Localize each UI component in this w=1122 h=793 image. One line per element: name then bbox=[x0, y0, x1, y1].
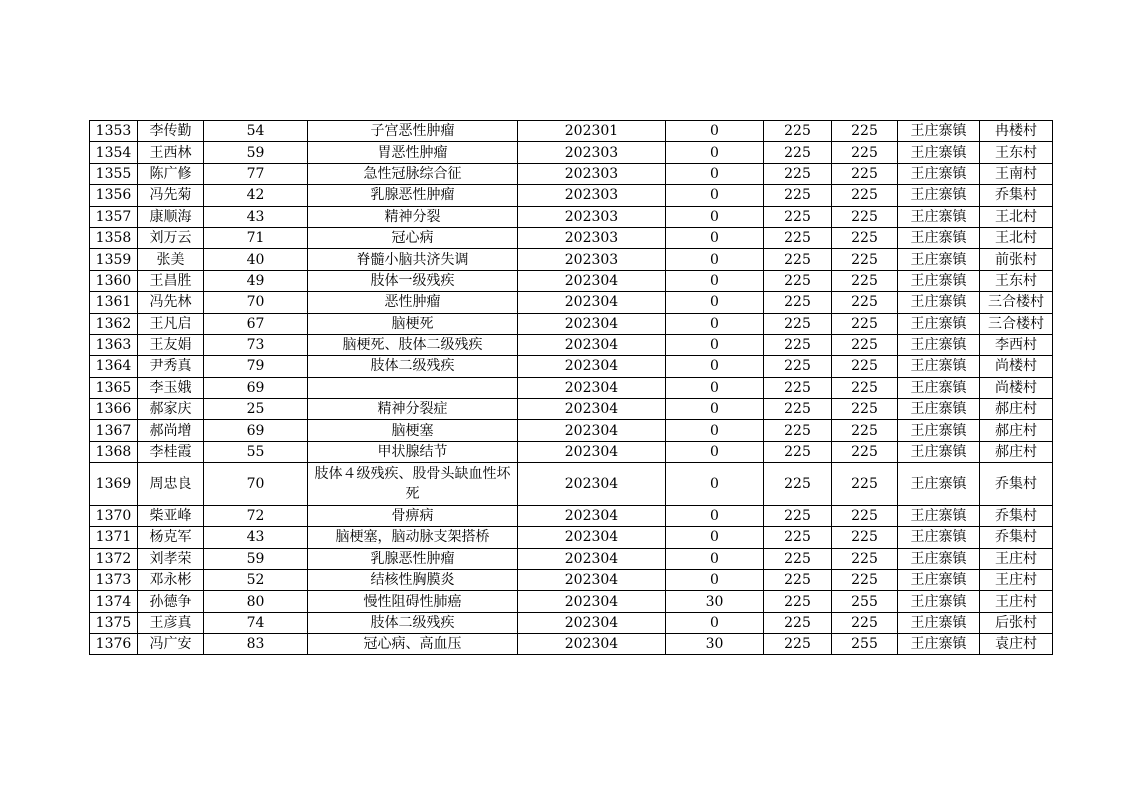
town-cell: 王庄寨镇 bbox=[898, 142, 980, 163]
town-cell: 王庄寨镇 bbox=[898, 527, 980, 548]
base-amount-cell: 225 bbox=[764, 249, 832, 270]
age-cell: 40 bbox=[204, 249, 308, 270]
row-number-cell: 1371 bbox=[90, 527, 138, 548]
name-cell: 冯广安 bbox=[138, 634, 204, 655]
diagnosis-cell: 肢体４级残疾、股骨头缺血性坏死 bbox=[308, 463, 518, 506]
town-cell: 王庄寨镇 bbox=[898, 505, 980, 526]
town-cell: 王庄寨镇 bbox=[898, 356, 980, 377]
row-number-cell: 1366 bbox=[90, 399, 138, 420]
name-cell: 孙德争 bbox=[138, 591, 204, 612]
age-cell: 80 bbox=[204, 591, 308, 612]
extra-amount-cell: 0 bbox=[666, 185, 764, 206]
table-row bbox=[90, 399, 1053, 420]
row-number-cell: 1353 bbox=[90, 121, 138, 142]
village-cell: 乔集村 bbox=[980, 527, 1053, 548]
total-amount-cell: 225 bbox=[832, 270, 898, 291]
name-cell: 李玉娥 bbox=[138, 377, 204, 398]
village-cell: 三合楼村 bbox=[980, 292, 1053, 313]
village-cell: 王东村 bbox=[980, 270, 1053, 291]
total-amount-cell: 225 bbox=[832, 356, 898, 377]
total-amount-cell: 225 bbox=[832, 334, 898, 355]
diagnosis-cell: 子宫恶性肿瘤 bbox=[308, 121, 518, 142]
table-row bbox=[90, 270, 1053, 291]
extra-amount-cell: 0 bbox=[666, 163, 764, 184]
total-amount-cell: 225 bbox=[832, 569, 898, 590]
name-cell: 李传勤 bbox=[138, 121, 204, 142]
town-cell: 王庄寨镇 bbox=[898, 270, 980, 291]
extra-amount-cell: 0 bbox=[666, 463, 764, 506]
town-cell: 王庄寨镇 bbox=[898, 591, 980, 612]
age-cell: 73 bbox=[204, 334, 308, 355]
period-cell: 202304 bbox=[518, 441, 666, 462]
town-cell: 王庄寨镇 bbox=[898, 206, 980, 227]
town-cell: 王庄寨镇 bbox=[898, 292, 980, 313]
row-number-cell: 1367 bbox=[90, 420, 138, 441]
table-row bbox=[90, 634, 1053, 655]
total-amount-cell: 225 bbox=[832, 142, 898, 163]
period-cell: 202303 bbox=[518, 185, 666, 206]
data-table bbox=[89, 120, 1053, 655]
age-cell: 69 bbox=[204, 377, 308, 398]
name-cell: 李桂霞 bbox=[138, 441, 204, 462]
town-cell: 王庄寨镇 bbox=[898, 441, 980, 462]
total-amount-cell: 225 bbox=[832, 505, 898, 526]
period-cell: 202303 bbox=[518, 206, 666, 227]
row-number-cell: 1361 bbox=[90, 292, 138, 313]
row-number-cell: 1373 bbox=[90, 569, 138, 590]
period-cell: 202304 bbox=[518, 399, 666, 420]
diagnosis-cell: 甲状腺结节 bbox=[308, 441, 518, 462]
total-amount-cell: 225 bbox=[832, 399, 898, 420]
diagnosis-cell: 慢性阻碍性肺癌 bbox=[308, 591, 518, 612]
village-cell: 冉楼村 bbox=[980, 121, 1053, 142]
total-amount-cell: 225 bbox=[832, 420, 898, 441]
town-cell: 王庄寨镇 bbox=[898, 399, 980, 420]
name-cell: 郝尚增 bbox=[138, 420, 204, 441]
row-number-cell: 1376 bbox=[90, 634, 138, 655]
period-cell: 202303 bbox=[518, 227, 666, 248]
row-number-cell: 1357 bbox=[90, 206, 138, 227]
town-cell: 王庄寨镇 bbox=[898, 185, 980, 206]
extra-amount-cell: 0 bbox=[666, 612, 764, 633]
extra-amount-cell: 0 bbox=[666, 334, 764, 355]
extra-amount-cell: 0 bbox=[666, 356, 764, 377]
total-amount-cell: 225 bbox=[832, 163, 898, 184]
name-cell: 郝家庆 bbox=[138, 399, 204, 420]
total-amount-cell: 225 bbox=[832, 206, 898, 227]
base-amount-cell: 225 bbox=[764, 121, 832, 142]
table-row bbox=[90, 292, 1053, 313]
base-amount-cell: 225 bbox=[764, 356, 832, 377]
period-cell: 202304 bbox=[518, 356, 666, 377]
total-amount-cell: 225 bbox=[832, 121, 898, 142]
period-cell: 202303 bbox=[518, 249, 666, 270]
diagnosis-cell: 结核性胸膜炎 bbox=[308, 569, 518, 590]
village-cell: 前张村 bbox=[980, 249, 1053, 270]
total-amount-cell: 225 bbox=[832, 227, 898, 248]
row-number-cell: 1365 bbox=[90, 377, 138, 398]
diagnosis-cell: 精神分裂 bbox=[308, 206, 518, 227]
name-cell: 王西林 bbox=[138, 142, 204, 163]
extra-amount-cell: 0 bbox=[666, 441, 764, 462]
age-cell: 70 bbox=[204, 463, 308, 506]
base-amount-cell: 225 bbox=[764, 634, 832, 655]
base-amount-cell: 225 bbox=[764, 612, 832, 633]
extra-amount-cell: 0 bbox=[666, 420, 764, 441]
table-row bbox=[90, 441, 1053, 462]
town-cell: 王庄寨镇 bbox=[898, 334, 980, 355]
diagnosis-cell: 脑梗死 bbox=[308, 313, 518, 334]
name-cell: 王友娟 bbox=[138, 334, 204, 355]
village-cell: 乔集村 bbox=[980, 185, 1053, 206]
extra-amount-cell: 0 bbox=[666, 292, 764, 313]
diagnosis-cell: 肢体二级残疾 bbox=[308, 356, 518, 377]
name-cell: 刘孝荣 bbox=[138, 548, 204, 569]
total-amount-cell: 225 bbox=[832, 185, 898, 206]
period-cell: 202304 bbox=[518, 313, 666, 334]
base-amount-cell: 225 bbox=[764, 313, 832, 334]
diagnosis-cell: 急性冠脉综合征 bbox=[308, 163, 518, 184]
table-row bbox=[90, 548, 1053, 569]
row-number-cell: 1370 bbox=[90, 505, 138, 526]
age-cell: 43 bbox=[204, 527, 308, 548]
period-cell: 202304 bbox=[518, 292, 666, 313]
diagnosis-cell: 胃恶性肿瘤 bbox=[308, 142, 518, 163]
period-cell: 202304 bbox=[518, 505, 666, 526]
age-cell: 83 bbox=[204, 634, 308, 655]
table-row bbox=[90, 356, 1053, 377]
age-cell: 43 bbox=[204, 206, 308, 227]
village-cell: 王东村 bbox=[980, 142, 1053, 163]
period-cell: 202304 bbox=[518, 377, 666, 398]
base-amount-cell: 225 bbox=[764, 420, 832, 441]
row-number-cell: 1360 bbox=[90, 270, 138, 291]
age-cell: 72 bbox=[204, 505, 308, 526]
town-cell: 王庄寨镇 bbox=[898, 377, 980, 398]
diagnosis-cell: 恶性肿瘤 bbox=[308, 292, 518, 313]
age-cell: 42 bbox=[204, 185, 308, 206]
table-row bbox=[90, 227, 1053, 248]
row-number-cell: 1374 bbox=[90, 591, 138, 612]
period-cell: 202304 bbox=[518, 420, 666, 441]
name-cell: 邓永彬 bbox=[138, 569, 204, 590]
row-number-cell: 1363 bbox=[90, 334, 138, 355]
table-row bbox=[90, 142, 1053, 163]
table-row bbox=[90, 121, 1053, 142]
base-amount-cell: 225 bbox=[764, 591, 832, 612]
period-cell: 202304 bbox=[518, 612, 666, 633]
village-cell: 王北村 bbox=[980, 206, 1053, 227]
diagnosis-cell: 脊髓小脑共济失调 bbox=[308, 249, 518, 270]
name-cell: 陈广修 bbox=[138, 163, 204, 184]
village-cell: 王庄村 bbox=[980, 569, 1053, 590]
table-row bbox=[90, 569, 1053, 590]
diagnosis-cell: 乳腺恶性肿瘤 bbox=[308, 185, 518, 206]
name-cell: 王凡启 bbox=[138, 313, 204, 334]
village-cell: 郝庄村 bbox=[980, 441, 1053, 462]
total-amount-cell: 225 bbox=[832, 313, 898, 334]
age-cell: 25 bbox=[204, 399, 308, 420]
age-cell: 71 bbox=[204, 227, 308, 248]
total-amount-cell: 255 bbox=[832, 634, 898, 655]
age-cell: 49 bbox=[204, 270, 308, 291]
diagnosis-cell: 脑梗塞 bbox=[308, 420, 518, 441]
table-row bbox=[90, 612, 1053, 633]
town-cell: 王庄寨镇 bbox=[898, 548, 980, 569]
row-number-cell: 1354 bbox=[90, 142, 138, 163]
age-cell: 77 bbox=[204, 163, 308, 184]
name-cell: 冯先林 bbox=[138, 292, 204, 313]
period-cell: 202304 bbox=[518, 634, 666, 655]
name-cell: 周忠良 bbox=[138, 463, 204, 506]
name-cell: 柴亚峰 bbox=[138, 505, 204, 526]
row-number-cell: 1358 bbox=[90, 227, 138, 248]
extra-amount-cell: 0 bbox=[666, 527, 764, 548]
total-amount-cell: 225 bbox=[832, 441, 898, 462]
extra-amount-cell: 0 bbox=[666, 377, 764, 398]
extra-amount-cell: 0 bbox=[666, 121, 764, 142]
base-amount-cell: 225 bbox=[764, 206, 832, 227]
village-cell: 袁庄村 bbox=[980, 634, 1053, 655]
base-amount-cell: 225 bbox=[764, 185, 832, 206]
base-amount-cell: 225 bbox=[764, 270, 832, 291]
town-cell: 王庄寨镇 bbox=[898, 463, 980, 506]
diagnosis-cell: 精神分裂症 bbox=[308, 399, 518, 420]
table-row bbox=[90, 505, 1053, 526]
base-amount-cell: 225 bbox=[764, 399, 832, 420]
total-amount-cell: 255 bbox=[832, 591, 898, 612]
row-number-cell: 1368 bbox=[90, 441, 138, 462]
period-cell: 202304 bbox=[518, 569, 666, 590]
base-amount-cell: 225 bbox=[764, 569, 832, 590]
base-amount-cell: 225 bbox=[764, 227, 832, 248]
name-cell: 张美 bbox=[138, 249, 204, 270]
total-amount-cell: 225 bbox=[832, 527, 898, 548]
base-amount-cell: 225 bbox=[764, 441, 832, 462]
period-cell: 202304 bbox=[518, 270, 666, 291]
age-cell: 59 bbox=[204, 548, 308, 569]
extra-amount-cell: 0 bbox=[666, 548, 764, 569]
diagnosis-cell: 脑梗死、肢体二级残疾 bbox=[308, 334, 518, 355]
village-cell: 王庄村 bbox=[980, 591, 1053, 612]
table-row bbox=[90, 591, 1053, 612]
extra-amount-cell: 0 bbox=[666, 399, 764, 420]
base-amount-cell: 225 bbox=[764, 142, 832, 163]
table-row bbox=[90, 163, 1053, 184]
row-number-cell: 1369 bbox=[90, 463, 138, 506]
extra-amount-cell: 0 bbox=[666, 206, 764, 227]
base-amount-cell: 225 bbox=[764, 548, 832, 569]
diagnosis-cell: 冠心病、高血压 bbox=[308, 634, 518, 655]
diagnosis-cell: 骨痹病 bbox=[308, 505, 518, 526]
name-cell: 冯先菊 bbox=[138, 185, 204, 206]
diagnosis-cell: 肢体一级残疾 bbox=[308, 270, 518, 291]
name-cell: 康顺海 bbox=[138, 206, 204, 227]
diagnosis-cell: 冠心病 bbox=[308, 227, 518, 248]
table-row bbox=[90, 206, 1053, 227]
town-cell: 王庄寨镇 bbox=[898, 313, 980, 334]
town-cell: 王庄寨镇 bbox=[898, 420, 980, 441]
village-cell: 后张村 bbox=[980, 612, 1053, 633]
name-cell: 尹秀真 bbox=[138, 356, 204, 377]
village-cell: 郝庄村 bbox=[980, 399, 1053, 420]
name-cell: 王昌胜 bbox=[138, 270, 204, 291]
town-cell: 王庄寨镇 bbox=[898, 612, 980, 633]
extra-amount-cell: 0 bbox=[666, 569, 764, 590]
village-cell: 王南村 bbox=[980, 163, 1053, 184]
row-number-cell: 1355 bbox=[90, 163, 138, 184]
table-row bbox=[90, 527, 1053, 548]
table-body bbox=[90, 121, 1053, 655]
town-cell: 王庄寨镇 bbox=[898, 569, 980, 590]
total-amount-cell: 225 bbox=[832, 612, 898, 633]
period-cell: 202304 bbox=[518, 548, 666, 569]
village-cell: 乔集村 bbox=[980, 463, 1053, 506]
extra-amount-cell: 0 bbox=[666, 313, 764, 334]
diagnosis-cell: 肢体二级残疾 bbox=[308, 612, 518, 633]
village-cell: 尚楼村 bbox=[980, 377, 1053, 398]
row-number-cell: 1356 bbox=[90, 185, 138, 206]
period-cell: 202303 bbox=[518, 142, 666, 163]
row-number-cell: 1364 bbox=[90, 356, 138, 377]
village-cell: 乔集村 bbox=[980, 505, 1053, 526]
period-cell: 202303 bbox=[518, 163, 666, 184]
base-amount-cell: 225 bbox=[764, 463, 832, 506]
extra-amount-cell: 0 bbox=[666, 142, 764, 163]
base-amount-cell: 225 bbox=[764, 377, 832, 398]
age-cell: 55 bbox=[204, 441, 308, 462]
village-cell: 郝庄村 bbox=[980, 420, 1053, 441]
age-cell: 52 bbox=[204, 569, 308, 590]
village-cell: 李西村 bbox=[980, 334, 1053, 355]
row-number-cell: 1372 bbox=[90, 548, 138, 569]
age-cell: 69 bbox=[204, 420, 308, 441]
town-cell: 王庄寨镇 bbox=[898, 163, 980, 184]
village-cell: 王北村 bbox=[980, 227, 1053, 248]
extra-amount-cell: 30 bbox=[666, 591, 764, 612]
town-cell: 王庄寨镇 bbox=[898, 227, 980, 248]
base-amount-cell: 225 bbox=[764, 334, 832, 355]
town-cell: 王庄寨镇 bbox=[898, 634, 980, 655]
extra-amount-cell: 0 bbox=[666, 249, 764, 270]
diagnosis-cell: 乳腺恶性肿瘤 bbox=[308, 548, 518, 569]
table-row bbox=[90, 249, 1053, 270]
base-amount-cell: 225 bbox=[764, 292, 832, 313]
total-amount-cell: 225 bbox=[832, 249, 898, 270]
age-cell: 79 bbox=[204, 356, 308, 377]
table-row bbox=[90, 463, 1053, 506]
table-row bbox=[90, 420, 1053, 441]
row-number-cell: 1359 bbox=[90, 249, 138, 270]
table-row bbox=[90, 334, 1053, 355]
age-cell: 70 bbox=[204, 292, 308, 313]
village-cell: 尚楼村 bbox=[980, 356, 1053, 377]
town-cell: 王庄寨镇 bbox=[898, 249, 980, 270]
age-cell: 67 bbox=[204, 313, 308, 334]
table-row bbox=[90, 313, 1053, 334]
row-number-cell: 1362 bbox=[90, 313, 138, 334]
period-cell: 202304 bbox=[518, 527, 666, 548]
period-cell: 202304 bbox=[518, 463, 666, 506]
total-amount-cell: 225 bbox=[832, 548, 898, 569]
diagnosis-cell bbox=[308, 377, 518, 398]
name-cell: 王彦真 bbox=[138, 612, 204, 633]
period-cell: 202301 bbox=[518, 121, 666, 142]
total-amount-cell: 225 bbox=[832, 292, 898, 313]
village-cell: 三合楼村 bbox=[980, 313, 1053, 334]
base-amount-cell: 225 bbox=[764, 505, 832, 526]
extra-amount-cell: 0 bbox=[666, 227, 764, 248]
total-amount-cell: 225 bbox=[832, 463, 898, 506]
table-row bbox=[90, 377, 1053, 398]
period-cell: 202304 bbox=[518, 591, 666, 612]
total-amount-cell: 225 bbox=[832, 377, 898, 398]
base-amount-cell: 225 bbox=[764, 527, 832, 548]
table-row bbox=[90, 185, 1053, 206]
extra-amount-cell: 30 bbox=[666, 634, 764, 655]
base-amount-cell: 225 bbox=[764, 163, 832, 184]
age-cell: 74 bbox=[204, 612, 308, 633]
name-cell: 杨克军 bbox=[138, 527, 204, 548]
age-cell: 59 bbox=[204, 142, 308, 163]
row-number-cell: 1375 bbox=[90, 612, 138, 633]
diagnosis-cell: 脑梗塞，脑动脉支架搭桥 bbox=[308, 527, 518, 548]
period-cell: 202304 bbox=[518, 334, 666, 355]
town-cell: 王庄寨镇 bbox=[898, 121, 980, 142]
age-cell: 54 bbox=[204, 121, 308, 142]
extra-amount-cell: 0 bbox=[666, 505, 764, 526]
extra-amount-cell: 0 bbox=[666, 270, 764, 291]
name-cell: 刘万云 bbox=[138, 227, 204, 248]
village-cell: 王庄村 bbox=[980, 548, 1053, 569]
